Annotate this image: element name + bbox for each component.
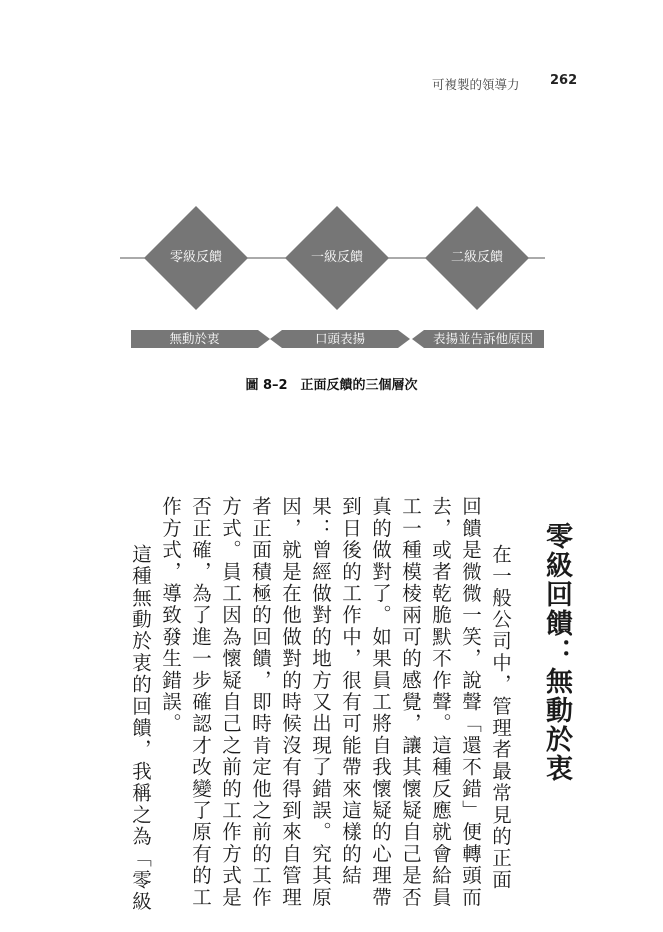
action-1-label: 口頭表揚 [314,331,365,346]
figure-caption: 圖 8–2 正面反饋的三個層次 [245,378,418,393]
feedback-levels-diagram [0,0,663,420]
level-2-label: 二級反饋 [450,250,503,265]
body-column-1: 在一般公司中，管理者最常見的正面 [489,522,512,891]
body-column-8: 因，就是在他做對的時候沒有得到來自管理 [279,496,302,909]
body-column-6: 到日後的工作中，很有可能帶來這樣的結 [339,496,362,887]
body-column-3: 去，或者乾脆默不作聲。這種反應就會給員 [429,496,452,909]
body-column-2: 回饋是微微一笑，說聲「還不錯」便轉頭而 [459,496,482,909]
running-header-title: 可複製的領導力 [432,77,520,92]
level-0-label: 零級反饋 [169,250,222,265]
body-column-12: 作方式，導致發生錯誤。 [159,496,182,735]
body-column-5: 真的做對了。如果員工將自我懷疑的心理帶 [369,496,392,909]
action-0-label: 無動於衷 [169,331,220,346]
action-2-label: 表揚並告訴他原因 [432,331,533,346]
page-number: 262 [550,73,578,88]
section-heading: 零級回饋：無動於衷 [541,522,572,783]
body-column-9: 者正面積極的回饋，即時肯定他之前的工作 [249,496,272,909]
body-column-10: 方式。員工因為懷疑自己之前的工作方式是 [219,496,242,909]
body-column-11: 否正確，為了進一步確認才改變了原有的工 [189,496,212,909]
body-column-7: 果：曾經做對的地方又出現了錯誤。究其原 [309,496,332,909]
body-column-4: 工一種模棱兩可的感覺，讓其懷疑自己是否 [399,496,422,909]
body-column-13: 這種無動於衷的回饋，我稱之為「零級 [129,522,152,913]
level-1-label: 一級反饋 [310,250,363,265]
diagram-graphics [0,0,663,420]
